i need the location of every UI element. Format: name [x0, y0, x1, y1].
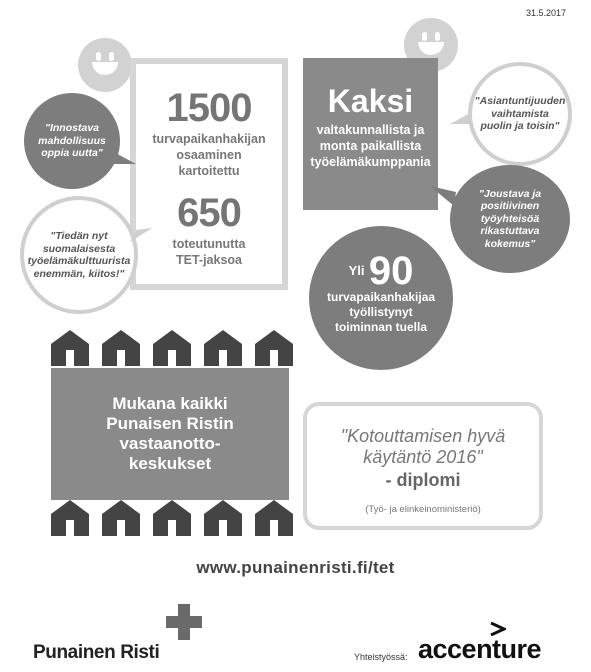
employed-text: turvapaikanhakijaa työllistynyt toiminnan tuella — [327, 290, 436, 335]
house-icon — [51, 500, 89, 536]
quote-text: "Asiantuntijuuden vaihtamista puolin ja toisin" — [474, 95, 566, 133]
date-label: 31.5.2017 — [526, 8, 567, 18]
employed-circle — [309, 226, 453, 370]
diploma-box — [303, 402, 543, 530]
stat-tested-text: turvapaikanhakijan osaaminen kartoitettu — [152, 132, 266, 178]
bubble-tail-icon — [450, 112, 472, 130]
employed-prefix: Yli — [348, 263, 365, 278]
house-icon — [153, 500, 191, 536]
quote-bubble — [468, 62, 572, 166]
cross-logo-icon — [166, 604, 202, 640]
house-icon — [102, 500, 140, 536]
cooperation-label: Yhteistyössä: — [354, 652, 408, 662]
house-icon — [153, 330, 191, 366]
stat-tested-number: 1500 — [166, 86, 252, 130]
diploma-note: (Työ- ja elinkeinoministeriö) — [365, 504, 481, 515]
house-icon — [255, 500, 293, 536]
employed-number: 90 — [368, 249, 414, 293]
quote-bubble — [24, 93, 120, 189]
house-icon — [102, 330, 140, 366]
house-icon — [204, 330, 242, 366]
houses-row — [51, 330, 293, 366]
partners-box — [303, 58, 438, 210]
bubble-tail-icon — [110, 150, 136, 170]
partners-heading: Kaksi — [327, 83, 414, 119]
quote-bubble — [450, 165, 570, 273]
reception-box — [51, 368, 289, 500]
house-icon — [255, 330, 293, 366]
houses-row — [51, 500, 293, 536]
bubble-tail-icon — [130, 228, 152, 246]
reception-text: Mukana kaikki Punaisen Ristin vastaanotto-keskukset — [106, 394, 234, 473]
website-url[interactable]: www.punainenristi.fi/tet — [196, 558, 395, 577]
house-icon — [204, 500, 242, 536]
partners-text: valtakunnallista ja monta paikallista työelämäkumppania — [310, 123, 431, 169]
quote-text: "Joustava ja positiivinen työyhteisöä rikastuttava kokemus" — [478, 187, 542, 250]
diploma-title: "Kotouttamisen hyvä käytäntö 2016" — [340, 426, 506, 467]
bubble-tail-icon — [430, 186, 456, 208]
stat-tet-number: 650 — [177, 191, 241, 235]
quote-text: "Tiedän nyt suomalaisesta työelämäkulttuurista enemmän, kiitos!" — [27, 230, 131, 280]
red-cross-brand: Punainen Risti — [33, 642, 160, 663]
stats-box — [130, 58, 288, 290]
quote-bubble — [20, 196, 138, 314]
quote-text: "Innostava mahdollisuus oppia uutta" — [38, 122, 106, 160]
stat-tet-text: toteutunutta TET-jaksoa — [172, 237, 246, 267]
smiley-icon — [78, 38, 132, 92]
house-icon — [51, 330, 89, 366]
diploma-subtitle: - diplomi — [385, 470, 461, 490]
accenture-brand: accenture — [418, 634, 542, 664]
